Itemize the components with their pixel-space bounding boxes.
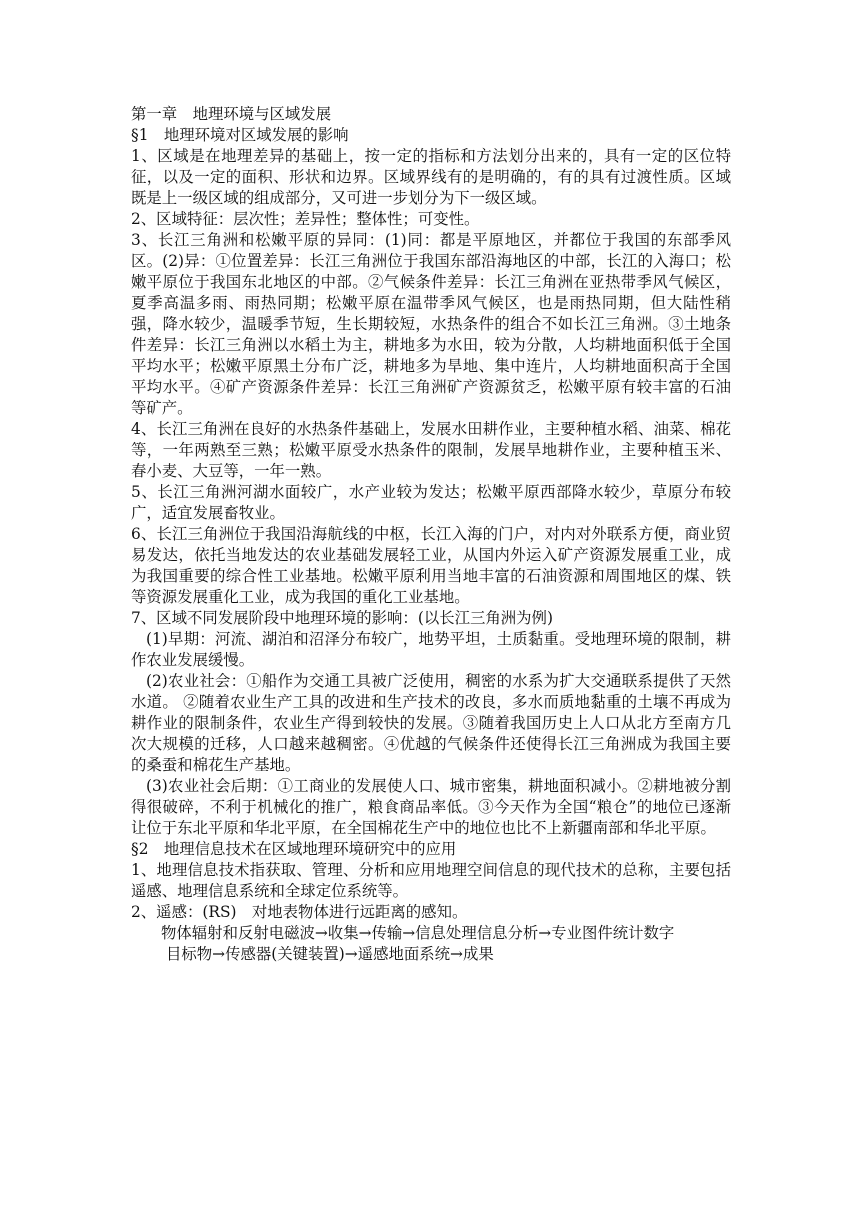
paragraph: 1、地理信息技术指获取、管理、分析和应用地理空间信息的现代技术的总称，主要包括遥感、地理信息系统和全球定位系统等。	[131, 861, 731, 900]
section-title: §2 地理信息技术在区域地理环境研究中的应用	[131, 840, 457, 858]
paragraph: 4、长江三角洲在良好的水热条件基础上，发展水田耕作业，主要种植水稻、油菜、棉花等，一年两熟至三熟；松嫩平原受水热条件的限制，发展旱地耕作业，主要种植玉米、春小麦、大豆等，一年一熟。	[131, 420, 731, 480]
subparagraph: (3)农业社会后期：①工商业的发展使人口、城市密集，耕地面积减小。②耕地被分割得很破碎，不利于机械化的推广，粮食商品率低。③今天作为全国“粮仓”的地位已逐渐让位于东北平原和华北平原，在全国棉花生产中的地位也比不上新疆南部和华北平原。	[131, 777, 731, 837]
section-title: §1 地理环境对区域发展的影响	[131, 126, 349, 144]
paragraph: 5、长江三角洲河湖水面较广，水产业较为发达；松嫩平原西部降水较少，草原分布较广，适宜发展畜牧业。	[131, 483, 731, 522]
subparagraph: (1)早期：河流、湖泊和沼泽分布较广，地势平坦，土质黏重。受地理环境的限制，耕作农业发展缓慢。	[131, 630, 731, 669]
paragraph: 1、区域是在地理差异的基础上，按一定的指标和方法划分出来的，具有一定的区位特征，以及一定的面积、形状和边界。区域界线有的是明确的，有的具有过渡性质。区域既是上一级区域的组成部分，又可进一步划分为下一级区域。	[131, 147, 731, 207]
paragraph: 7、区域不同发展阶段中地理环境的影响：(以长江三角洲为例)	[131, 609, 553, 627]
paragraph: 6、长江三角洲位于我国沿海航线的中枢，长江入海的门户，对内对外联系方便，商业贸易发达，依托当地发达的农业基础发展轻工业，从国内外运入矿产资源发展重工业，成为我国重要的综合性工业基地。松嫩平原利用当地丰富的石油资源和周围地区的煤、铁等资源发展重化工业，成为我国的重化工业基地。	[131, 525, 731, 606]
document-page	[131, 104, 731, 965]
subparagraph: (2)农业社会：①船作为交通工具被广泛使用，稠密的水系为扩大交通联系提供了天然水道。 ②随着农业生产工具的改进和生产技术的改良，多水而质地黏重的土壤不再成为耕作业的限制条件，农业生产得到较快的发展。③随着我国历史上人口从北方至南方几次大规模的迁移，人口越来越稠密。④优越的气候条件还使得长江三角洲成为我国主要的桑蚕和棉花生产基地。	[131, 672, 731, 774]
flow-line: 物体辐射和反射电磁波→收集→传输→信息处理信息分析→专业图件统计数字	[161, 924, 675, 942]
paragraph: 2、区域特征：层次性；差异性；整体性；可变性。	[131, 210, 480, 228]
flow-line: 目标物→传感器(关键装置)→遥感地面系统→成果	[166, 945, 494, 963]
paragraph: 2、遥感：(RS) 对地表物体进行远距离的感知。	[131, 903, 468, 921]
paragraph: 3、长江三角洲和松嫩平原的异同：(1)同：都是平原地区，并都位于我国的东部季风区。(2)异：①位置差异：长江三角洲位于我国东部沿海地区的中部，长江的入海口；松嫩平原位于我国东北地区的中部。②气候条件差异：长江三角洲在亚热带季风气候区，夏季高温多雨、雨热同期；松嫩平原在温带季风气候区，也是雨热同期，但大陆性稍强，降水较少，温暖季节短，生长期较短，水热条件的组合不如长江三角洲。③土地条件差异：长江三角洲以水稻土为主，耕地多为水田，较为分散，人均耕地面积低于全国平均水平；松嫩平原黑土分布广泛，耕地多为旱地、集中连片，人均耕地面积高于全国平均水平。④矿产资源条件差异：长江三角洲矿产资源贫乏，松嫩平原有较丰富的石油等矿产。	[131, 231, 731, 417]
chapter-title: 第一章 地理环境与区域发展	[131, 105, 332, 123]
